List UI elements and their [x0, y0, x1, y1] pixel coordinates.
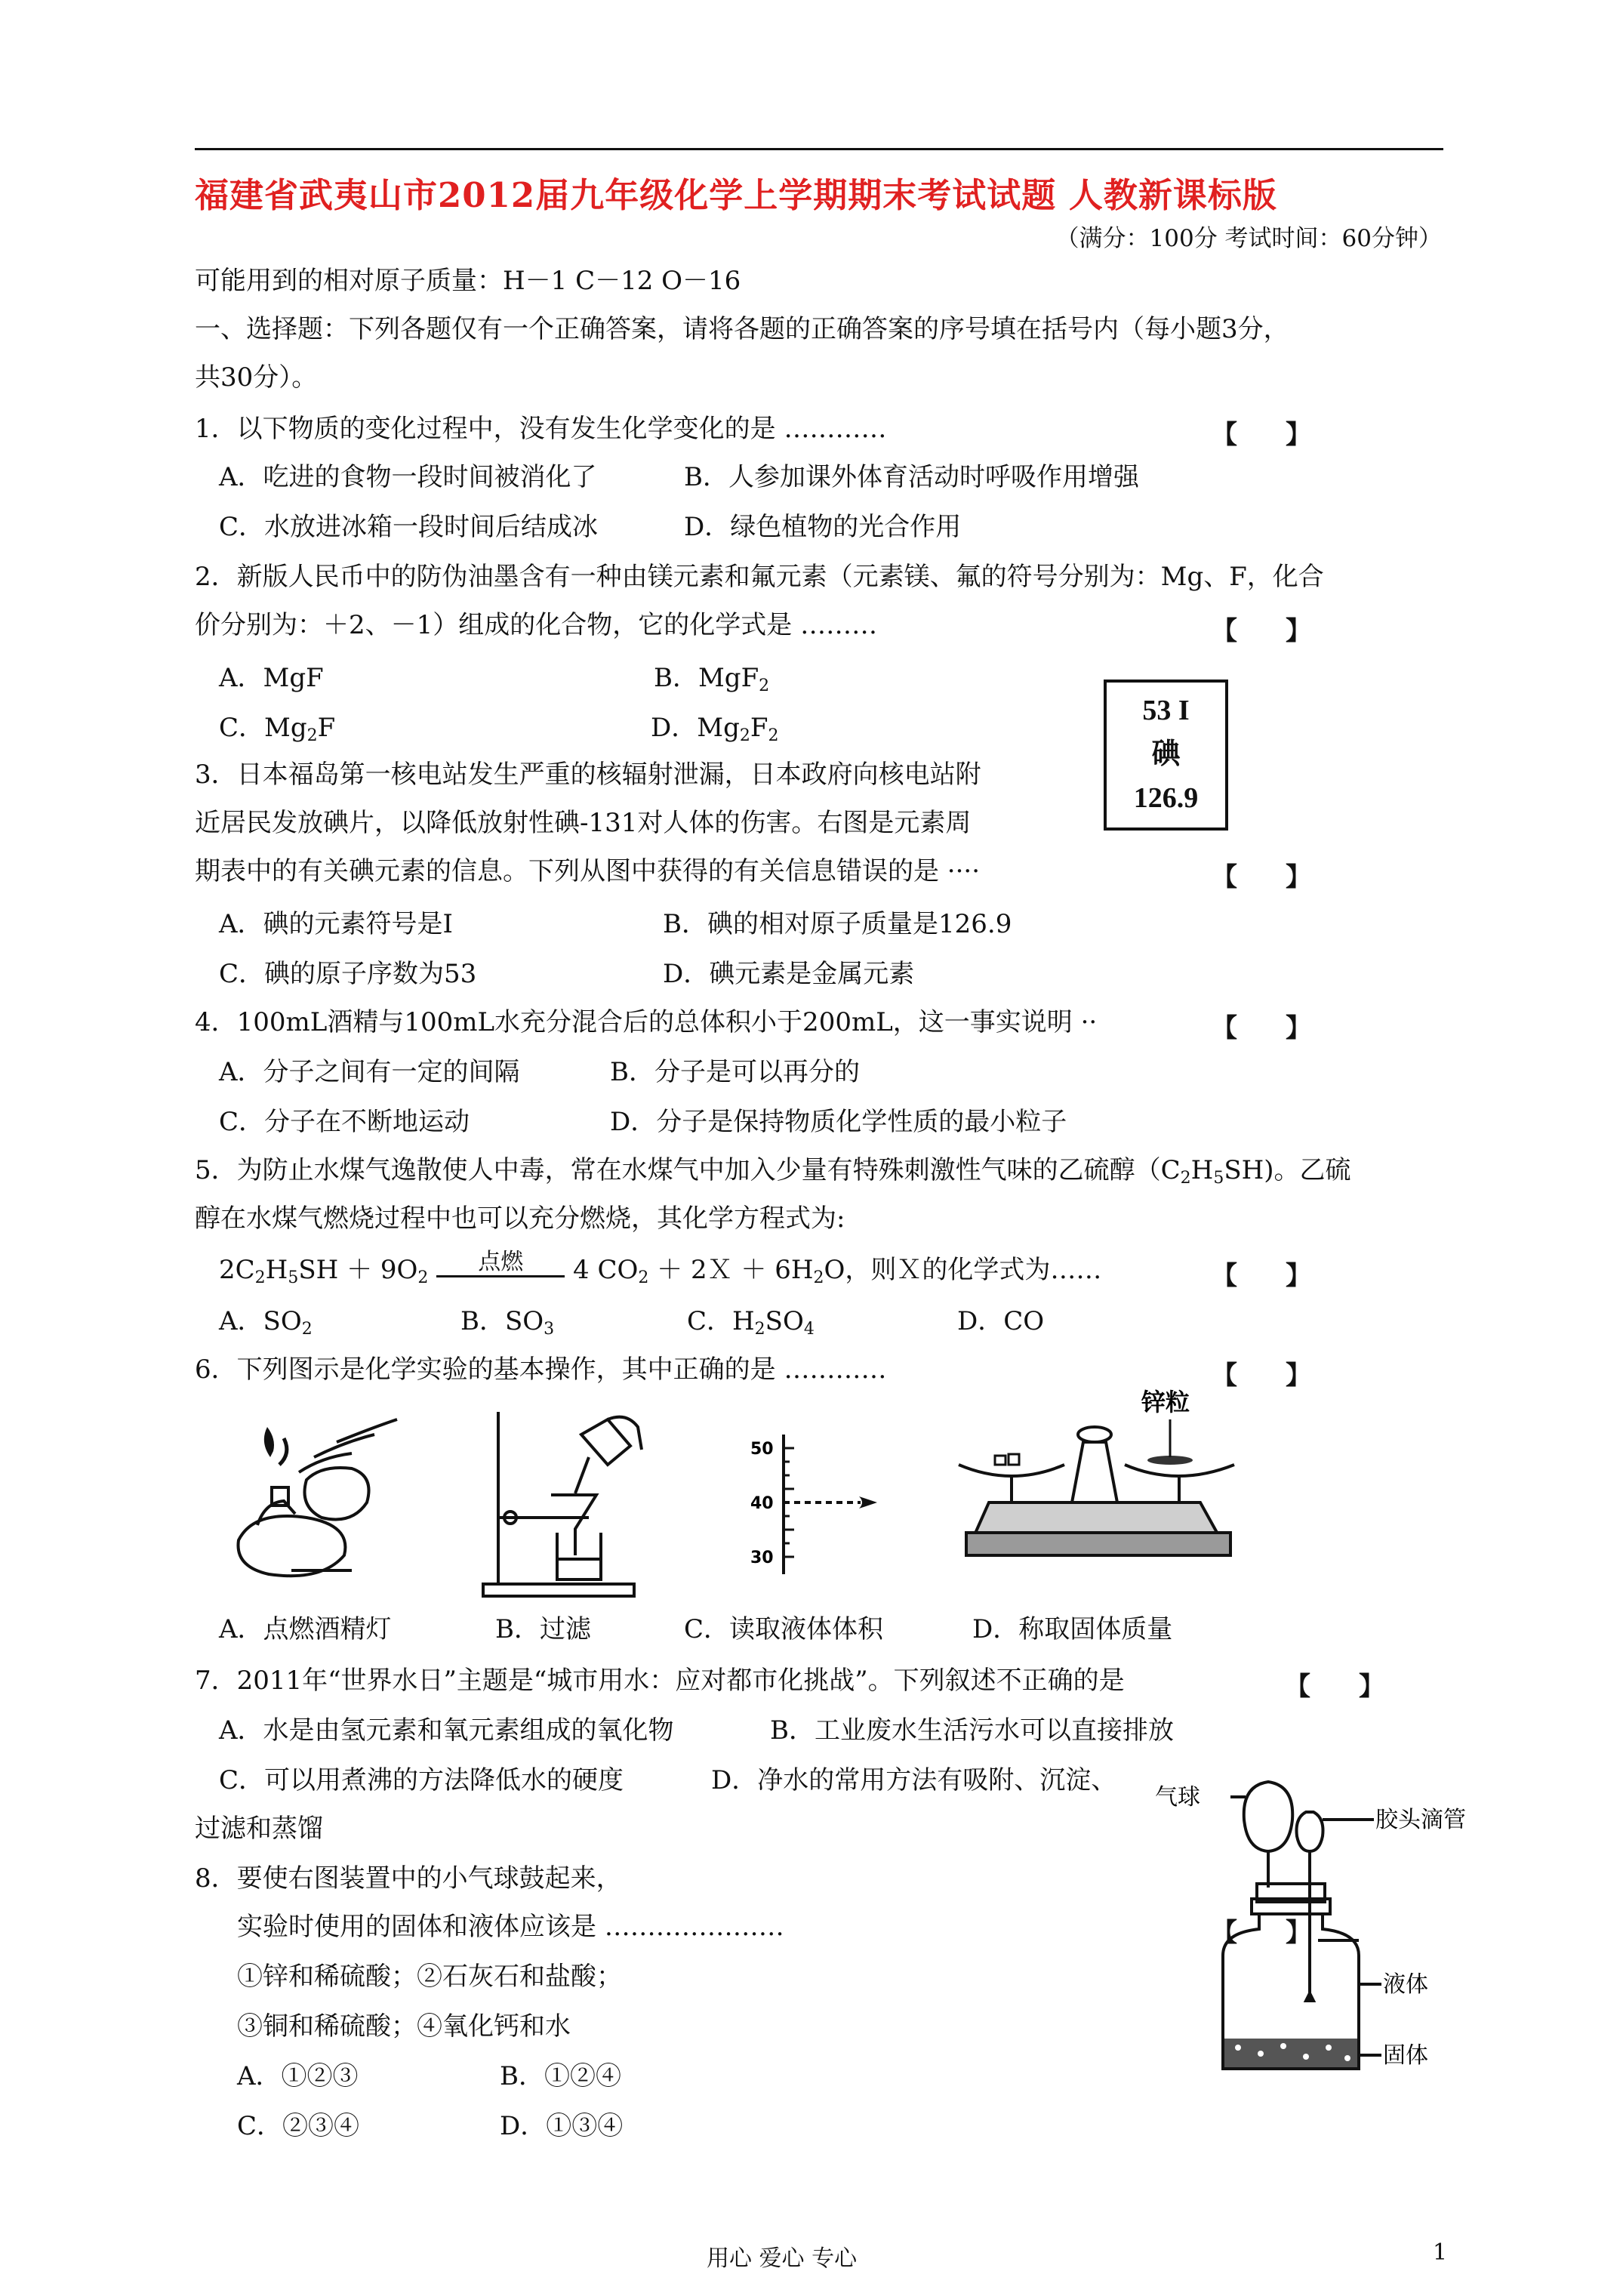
q1-stem: 1．以下物质的变化过程中，没有发生化学变化的是 ………… [195, 414, 887, 444]
liquid-label: 液体 [1383, 1971, 1428, 1998]
q4-option-a: A．分子之间有一定的间隔 [219, 1057, 520, 1087]
figure-graduated-cylinder [747, 1427, 883, 1578]
q5-option-b: B．$SO_3$ [460, 1306, 555, 1339]
exam-info: （满分：100分 考试时间：60分钟） [1055, 225, 1442, 252]
q7-option-a: A．水是由氢元素和氧元素组成的氧化物 [219, 1715, 674, 1746]
q3-stem: 3．日本福岛第一核电站发生严重的核辐射泄漏，日本政府向核电站附 [195, 760, 981, 790]
cylinder-tick-30: 30 [750, 1549, 774, 1567]
iodine-number-symbol: 53 I [1142, 695, 1190, 726]
q3-stem-cont1: 近居民发放碘片，以降低放射性碘-131对人体的伤害。右图是元素周 [195, 808, 972, 838]
q6-option-c: C．读取液体体积 [684, 1614, 884, 1644]
page-number: 1 [1433, 2239, 1448, 2266]
q7-option-b: B．工业废水生活污水可以直接排放 [770, 1715, 1174, 1746]
q8-option-a: A．①②③ [237, 2061, 359, 2091]
iodine-mass: 126.9 [1133, 782, 1199, 814]
q6-option-b: B．过滤 [495, 1614, 591, 1644]
cylinder-tick-40: 40 [750, 1494, 774, 1513]
q6-answer-bracket: 【 】 [1212, 1361, 1311, 1391]
q8-option-c: C．②③④ [237, 2111, 360, 2141]
q5-option-a: A．$SO_2$ [219, 1306, 313, 1339]
q3-option-d: D．碘元素是金属元素 [663, 959, 915, 989]
q2-stem-cont: 价分别为：＋2、－1）组成的化合物，它的化学式是 ……… [195, 610, 878, 640]
q4-option-c: C．分子在不断地运动 [219, 1107, 470, 1137]
figure-light-alcohol-lamp [223, 1412, 405, 1593]
q5-stem-cont: 醇在水煤气燃烧过程中也可以充分燃烧，其化学方程式为: [195, 1203, 845, 1234]
q4-option-b: B．分子是可以再分的 [610, 1057, 860, 1087]
header-rule [195, 148, 1443, 150]
zinc-granule-label: 锌粒 [1141, 1388, 1190, 1416]
q5-option-c: C．$H_2SO_4$ [687, 1306, 815, 1339]
q2-option-c: C．$Mg_2F$ [219, 713, 336, 745]
q2-answer-bracket: 【 】 [1212, 616, 1311, 646]
q3-stem-cont2: 期表中的有关碘元素的信息。下列从图中获得的有关信息错误的是 ···· [195, 856, 981, 886]
q7-option-c: C．可以用煮沸的方法降低水的硬度 [219, 1765, 624, 1795]
q2-stem: 2．新版人民币中的防伪油墨含有一种由镁元素和氟元素（元素镁、氟的符号分别为：Mg、F，化合 [195, 562, 1324, 592]
q1-option-d: D．绿色植物的光合作用 [684, 512, 962, 542]
q2-option-b: B．MgF$_2$ [654, 663, 770, 695]
atomic-mass-line: 可能用到的相对原子质量：H－1 C－12 O－16 [195, 266, 741, 296]
footer-slogan: 用心 爱心 专心 [707, 2245, 858, 2272]
section1-heading: 一、选择题：下列各题仅有一个正确答案，请将各题的正确答案的序号填在括号内（每小题3分， [195, 314, 1289, 344]
q5-option-d: D．CO [957, 1306, 1045, 1336]
q7-option-d: D．净水的常用方法有吸附、沉淀、 [711, 1765, 1117, 1795]
q8-combos-1: ①锌和稀硫酸；②石灰石和盐酸； [237, 1962, 622, 1992]
q4-stem: 4．100mL酒精与100mL水充分混合后的总体积小于200mL，这一事实说明 ·· [195, 1007, 1098, 1037]
q4-option-d: D．分子是保持物质化学性质的最小粒子 [610, 1107, 1067, 1137]
q8-stem-cont: 实验时使用的固体和液体应该是 ………………… [237, 1912, 784, 1942]
q5-equation: $2C_2H_5SH + 9O_2$ 点燃 4 $CO_2$ ＋ 2Ｘ ＋ $6H_2O$，则Ｘ的化学式为…… [219, 1249, 1102, 1287]
section1-heading-cont: 共30分）。 [195, 362, 318, 393]
page-title: 福建省武夷山市2012届九年级化学上学期期末考试试题 人教新课标版 [195, 175, 1277, 215]
reaction-condition: 点燃 [436, 1251, 565, 1277]
q7-stem: 7．2011年“世界水日”主题是“城市用水：应对都市化挑战”。下列叙述不正确的是 [195, 1666, 1125, 1696]
figure-filtration [476, 1404, 649, 1601]
q1-option-b: B．人参加课外体育活动时呼吸作用增强 [684, 462, 1139, 492]
q6-option-d: D．称取固体质量 [972, 1614, 1173, 1644]
q8-combos-2: ③铜和稀硫酸；④氧化钙和水 [237, 2011, 571, 2042]
figure-balance [944, 1382, 1261, 1563]
q6-option-a: A．点燃酒精灯 [219, 1614, 392, 1644]
q4-answer-bracket: 【 】 [1212, 1013, 1311, 1043]
cylinder-tick-50: 50 [750, 1440, 774, 1459]
q5-answer-bracket: 【 】 [1212, 1261, 1311, 1291]
iodine-name: 碘 [1151, 738, 1181, 770]
figure-balloon-apparatus [1155, 1767, 1480, 2076]
q8-option-d: D．①③④ [500, 2111, 624, 2141]
q1-option-c: C．水放进冰箱一段时间后结成冰 [219, 512, 599, 542]
q8-stem: 8．要使右图装置中的小气球鼓起来， [195, 1863, 622, 1894]
balloon-label: 气球 [1155, 1784, 1200, 1811]
q8-option-b: B．①②④ [500, 2061, 621, 2091]
iodine-element-card [1104, 680, 1228, 831]
q1-answer-bracket: 【 】 [1212, 420, 1311, 450]
q3-option-a: A．碘的元素符号是I [219, 909, 453, 939]
q7-answer-bracket: 【 】 [1285, 1672, 1384, 1702]
q1-option-a: A．吃进的食物一段时间被消化了 [219, 462, 597, 492]
q2-option-d: D．$Mg_2F_2$ [651, 713, 779, 745]
q8-answer-bracket: 【 】 [1212, 1918, 1311, 1948]
q3-option-b: B．碘的相对原子质量是126.9 [663, 909, 1012, 939]
q3-option-c: C．碘的原子序数为53 [219, 959, 477, 989]
q3-answer-bracket: 【 】 [1212, 862, 1311, 892]
q7-option-d-cont: 过滤和蒸馏 [195, 1814, 323, 1844]
q2-option-a: A．MgF [219, 663, 324, 693]
solid-label: 固体 [1383, 2042, 1428, 2069]
q6-stem: 6．下列图示是化学实验的基本操作，其中正确的是 ………… [195, 1354, 887, 1385]
q5-stem: 5．为防止水煤气逸散使人中毒，常在水煤气中加入少量有特殊刺激性气味的乙硫醇$(C_2H_5SH)$。乙硫 [195, 1155, 1351, 1188]
dropper-label: 胶头滴管 [1375, 1807, 1466, 1833]
